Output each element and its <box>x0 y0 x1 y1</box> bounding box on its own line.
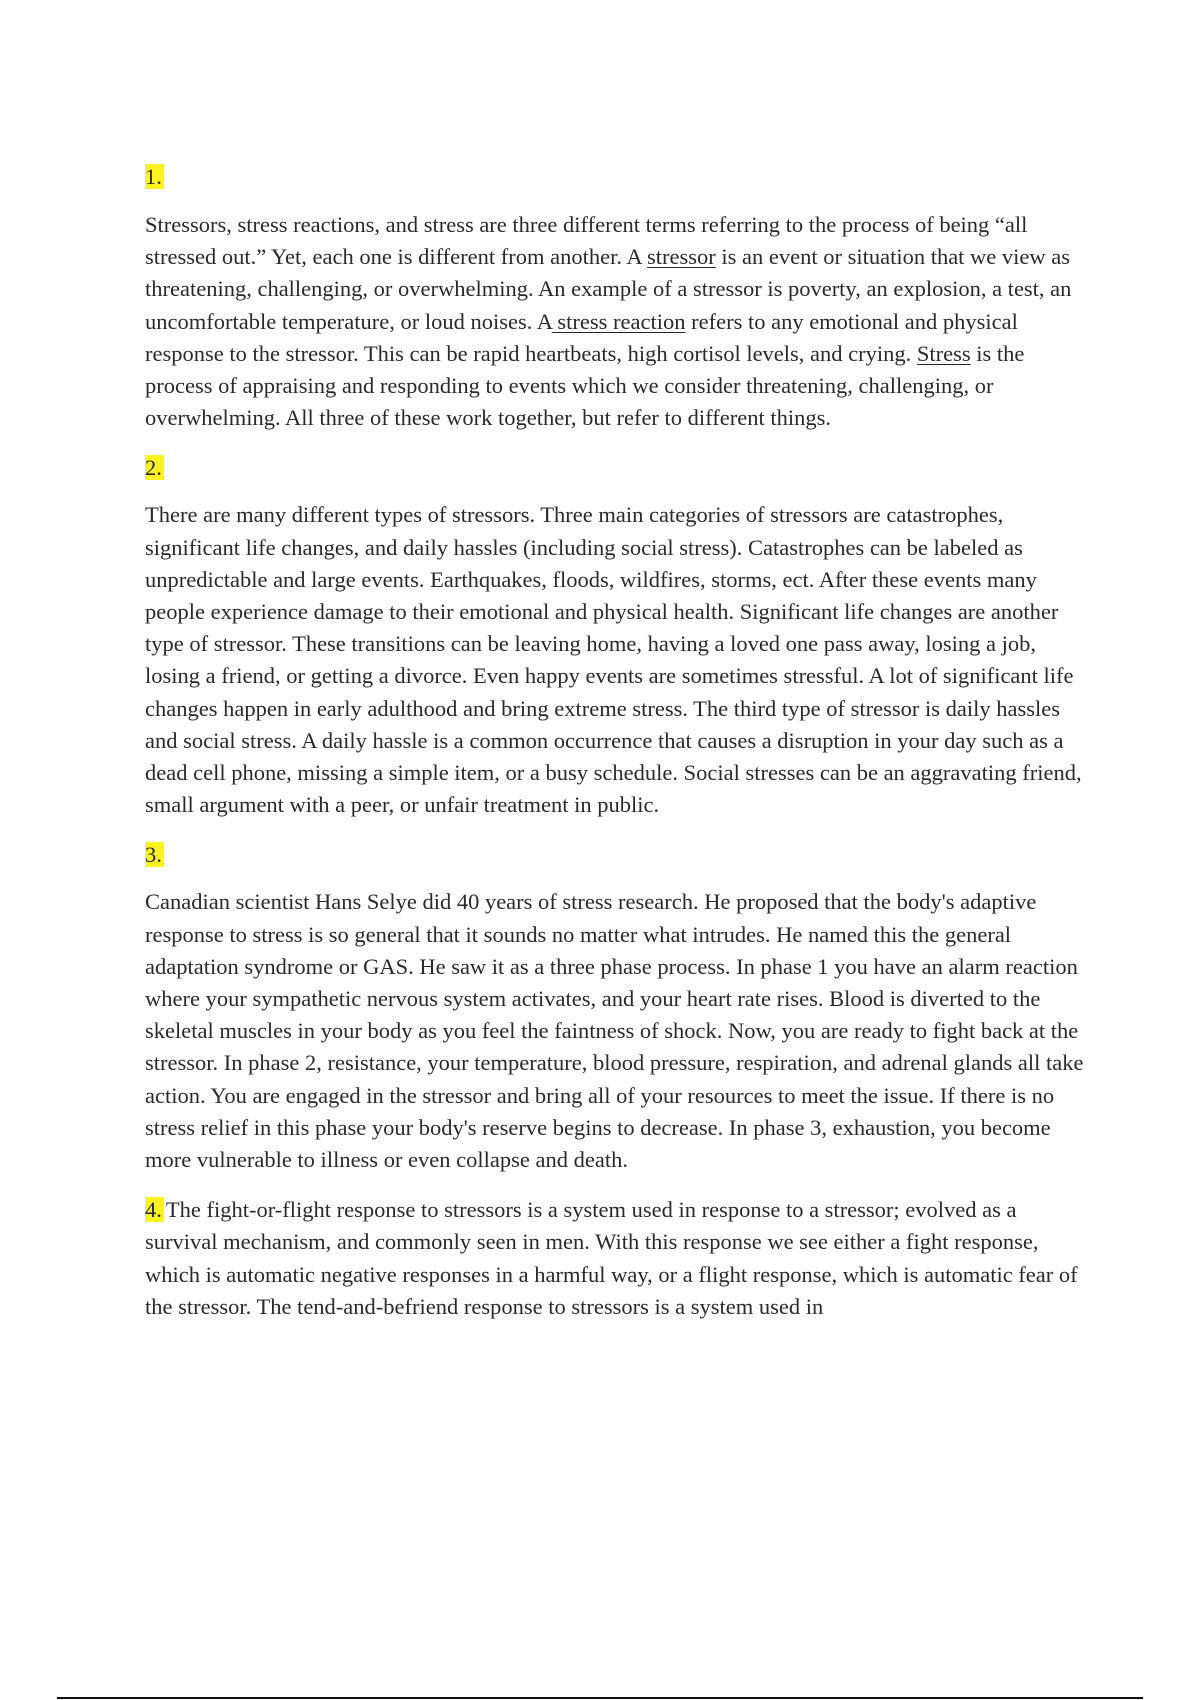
section-1-text-b: is an event or situation that we view as threatening, challenging, or overwhelming. An example of a stressor is poverty, an explosion, a test, an uncomfortable temperature, or loud noises. A <box>145 244 1072 334</box>
section-2-paragraph: There are many different types of stressors. Three main categories of stressors are catastrophes, significant life changes, and daily hassles (including social stress). Catastrophes can be labeled as unpredictable and large events. Earthquakes, floods, wildfires, storms, ect. After these events many people experience damage to their emotional and physical health. Significant life changes are another type of stressor. These transitions can be leaving home, having a loved one pass away, losing a job, losing a friend, or getting a divorce. Even happy events are sometimes stressful. A lot of significant life changes happen in early adulthood and bring extreme stress. The third type of stressor is daily hassles and social stress. A daily hassle is a common occurrence that causes a disruption in your day such as a dead cell phone, missing a simple item, or a busy schedule. Social stresses can be an aggravating friend, small argument with a peer, or unfair treatment in public. <box>145 502 1082 818</box>
section-1-text-a: Stressors, stress reactions, and stress are three different terms referring to the process of being “all stressed out.” Yet, each one is different from another. A <box>145 212 1028 270</box>
section-3-number: 3. <box>145 842 162 868</box>
section-1-number: 1. <box>145 164 162 189</box>
section-3-paragraph: Canadian scientist Hans Selye did 40 years of stress research. He proposed that the body's adaptive response to stress is so general that it sounds no matter what intrudes. He named this the general adaptation syndrome or GAS. He saw it as a three phase process. In phase 1 you have an alarm reaction where your sympathetic nervous system activates, and your heart rate rises. Blood is diverted to the skeletal muscles in your body as you feel the faintness of shock. Now, you are ready to fight back at the stressor. In phase 2, resistance, your temperature, blood pressure, respiration, and adrenal glands all take action. You are engaged in the stressor and bring all of your resources to meet the issue. If there is no stress relief in this phase your body's reserve begins to decrease. In phase 3, exhaustion, you become more vulnerable to illness or even collapse and death. <box>145 889 1084 1173</box>
term-stress: Stress <box>916 340 971 366</box>
section-3-number-line <box>145 841 1090 869</box>
section-2-number: 2. <box>145 455 162 481</box>
section-4-number: 4. <box>145 1197 162 1223</box>
document-page <box>145 163 1090 1323</box>
section-2-number-line <box>145 454 1090 482</box>
term-stressor: stressor <box>646 244 716 270</box>
section-1-text-d: is the process of appraising and responding to events which we consider threatening, challenging, or overwhelming. All three of these work together, but refer to different things. <box>145 340 1025 431</box>
section-1-number-line <box>145 163 1090 191</box>
section-1-text-c: refers to any emotional and physical response to the stressor. This can be rapid heartbeats, high cortisol levels, and crying. <box>145 308 1018 366</box>
page-bottom-rule <box>57 1697 1143 1699</box>
section-4-paragraph <box>145 1194 1090 1323</box>
section-1-paragraph <box>145 209 1090 434</box>
section-4-text: The fight-or-flight response to stressors is a system used in response to a stressor; evolved as a survival mechanism, and commonly seen in men. With this response we see either a fight response, which is automatic negative responses in a harmful way, or a flight response, which is automatic fear of the stressor. The tend-and-befriend response to stressors is a system used in <box>145 1197 1078 1319</box>
term-stress-reaction: stress reaction <box>551 308 686 334</box>
